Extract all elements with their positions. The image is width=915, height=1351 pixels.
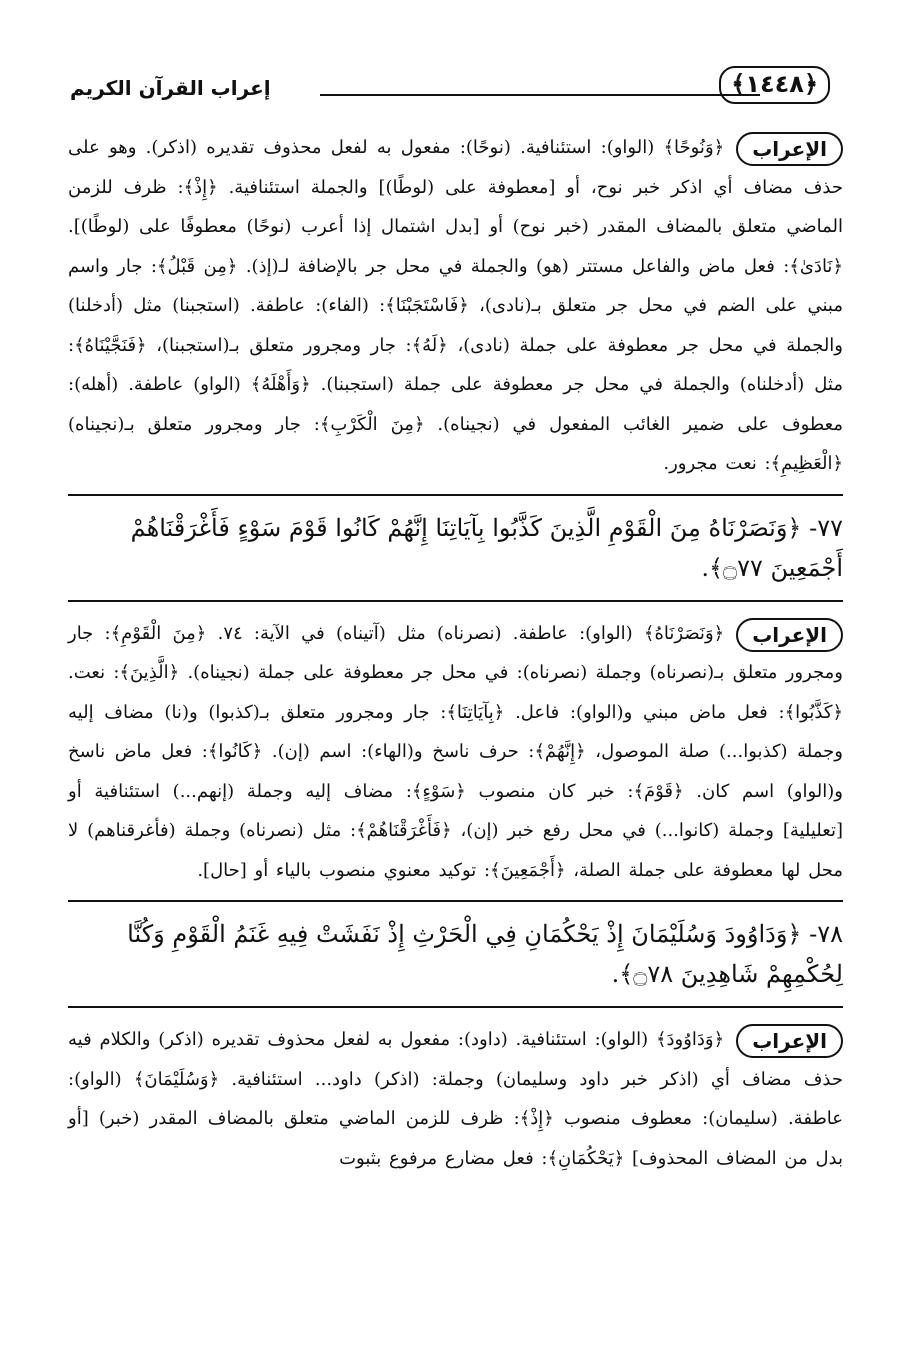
quran-verse-78: ٧٨- ﴿وَدَاوُودَ وَسُلَيْمَانَ إِذْ يَحْكُمَانِ فِي الْحَرْثِ إِذْ نَفَشَتْ فِيهِ غَنَمُ الْقَوْمِ وَكُنَّا لِحُكْمِهِمْ شَاهِدِينَ ۝٧٨﴾.: [127, 920, 843, 988]
page-content: [68, 128, 843, 1178]
irab-label: الإعراب: [736, 132, 843, 166]
header-rule: [320, 94, 760, 96]
irab-section-1: [68, 128, 843, 484]
book-title: إعراب القرآن الكريم: [70, 76, 271, 100]
section-divider: [68, 1006, 843, 1008]
irab-label: الإعراب: [736, 618, 843, 652]
section-divider: [68, 600, 843, 602]
irab-text: ﴿وَدَاوُودَ﴾ (الواو): استئنافية. (داود): مفعول به لفعل محذوف تقديره (اذكر) والكلام فيه حذف مضاف أي (اذكر خبر داود وسليمان) وجملة: (اذكر) داود... استئنافية. ﴿وَسُلَيْمَانَ﴾ (الواو): عاطفة. (سليمان): معطوف منصوب ﴿إِذْ﴾: ظرف للزمن الماضي متعلق بالمضاف المقدر (خبر) [أو بدل من المضاف المحذوف] ﴿يَحْكُمَانِ﴾: فعل مضارع مرفوع بثبوت: [68, 1029, 843, 1169]
irab-section-3: [68, 1020, 843, 1178]
irab-section-2: [68, 614, 843, 891]
page-number: ﴿١٤٤٨﴾: [719, 66, 830, 104]
quran-verse-77: ٧٧- ﴿وَنَصَرْنَاهُ مِنَ الْقَوْمِ الَّذِينَ كَذَّبُوا بِآيَاتِنَا إِنَّهُمْ كَانُوا قَوْمَ سَوْءٍ فَأَغْرَقْنَاهُمْ أَجْمَعِينَ ۝٧٧﴾.: [130, 513, 843, 582]
section-divider: [68, 494, 843, 496]
page-header: [70, 58, 830, 118]
irab-text: ﴿وَنَصَرْنَاهُ﴾ (الواو): عاطفة. (نصرناه) مثل (آتيناه) في الآية: ٧٤. ﴿مِنَ الْقَوْمِ﴾: جار ومجرور متعلق بـ(نصرناه) وجملة (نصرناه): في محل جر معطوفة على جملة (نجيناه). ﴿الَّذِينَ﴾: نعت. ﴿كَذَّبُوا﴾: فعل ماض مبني و(الواو): فاعل. ﴿بِآيَاتِنَا﴾: جار ومجرور متعلق بـ(كذبوا) و(نا) مضاف إليه وجملة (كذبوا...) صلة الموصول، ﴿إِنَّهُمْ﴾: حرف ناسخ و(الهاء): اسم (إن). ﴿كَانُوا﴾: فعل ماض ناسخ و(الواو) اسم كان. ﴿قَوْمَ﴾: خبر كان منصوب ﴿سَوْءٍ﴾: مضاف إليه وجملة (إنهم...) استئنافية أو [تعليلية] وجملة (كانوا...) في محل رفع خبر (إن)، ﴿فَأَغْرَقْنَاهُمْ﴾: مثل (نصرناه) وجملة (فأغرقناهم) لا محل لها معطوفة على جملة الصلة، ﴿أَجْمَعِينَ﴾: توكيد معنوي منصوب بالياء أو [حال].: [68, 622, 843, 881]
irab-text: ﴿وَنُوحًا﴾ (الواو): استئنافية. (نوحًا): مفعول به لفعل محذوف تقديره (اذكر). وهو على حذف مضاف أي اذكر خبر نوح، أو [معطوفة على (لوطًا)] والجملة استئنافية. ﴿إِذْ﴾: ظرف للزمن الماضي متعلق بالمضاف المقدر (خبر نوح) أو [بدل اشتمال إذا أعرب (نوحًا) معطوفًا على (لوطًا)]. ﴿نَادَىٰ﴾: فعل ماض والفاعل مستتر (هو) والجملة في محل جر بالإضافة لـ(إذ). ﴿مِن قَبْلُ﴾: جار واسم مبني على الضم في محل جر متعلق بـ(نادى)، ﴿فَاسْتَجَبْنَا﴾: (الفاء): عاطفة. (استجبنا) مثل (أدخلنا) والجملة في محل جر معطوفة على جملة (نادى)، ﴿لَهُ﴾: جار ومجرور متعلق بـ(استجبنا)، ﴿فَنَجَّيْنَاهُ﴾: مثل (أدخلناه) والجملة في محل جر معطوفة على جملة (استجبنا). ﴿وَأَهْلَهُ﴾ (الواو) عاطفة. (أهله): معطوف على ضمير الغائب المفعول في (نجيناه). ﴿مِنَ الْكَرْبِ﴾: جار ومجرور متعلق بـ(نجيناه) ﴿الْعَظِيمِ﴾: نعت مجرور.: [68, 137, 844, 474]
section-divider: [68, 900, 843, 902]
irab-label: الإعراب: [736, 1024, 843, 1058]
